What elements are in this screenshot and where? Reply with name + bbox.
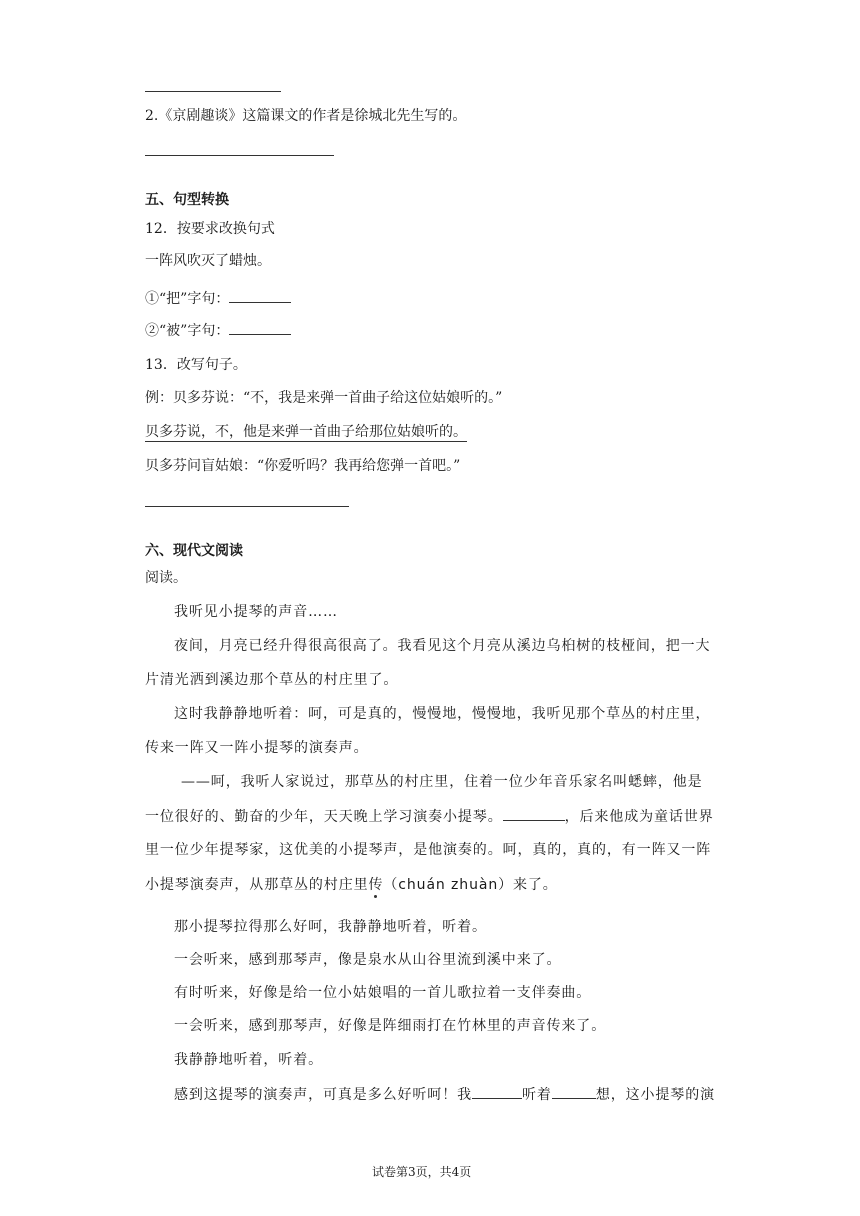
answer-line-q2 xyxy=(145,155,334,156)
example-answer-underlined: 贝多芬说，不，他是来弹一首曲子给那位姑娘听的。 xyxy=(145,424,467,440)
passage-blank-3[interactable] xyxy=(552,1084,596,1099)
dotted-character: 传 xyxy=(368,877,384,893)
question-13-example-answer xyxy=(145,422,467,442)
question-12-stem: 12．按要求改换句式 xyxy=(145,221,275,237)
passage-paragraph-3-line-2: 传来一阵又一阵小提琴的演奏声。 xyxy=(145,740,369,756)
reading-intro: 阅读。 xyxy=(145,570,187,586)
page-footer: 试卷第3页，共4页 xyxy=(372,1165,472,1179)
question-13-example: 例：贝多芬说：“不，我是来弹一首曲子给这位姑娘听的。” xyxy=(145,390,503,406)
passage-paragraph-4-line-2 xyxy=(145,806,714,827)
passage-blank-2[interactable] xyxy=(472,1084,522,1099)
passage-p10-part-c: 想，这小提琴的演 xyxy=(595,1087,716,1103)
answer-line-q1 xyxy=(145,91,281,92)
passage-paragraph-10 xyxy=(174,1084,715,1105)
question-13-prompt: 贝多芬问盲姑娘：“你爱听吗？我再给您弹一首吧。” xyxy=(145,458,461,474)
answer-line-q13 xyxy=(145,506,349,507)
question-2-text: 2.《京剧趣谈》这篇课文的作者是徐城北先生写的。 xyxy=(145,108,467,124)
ba-sentence-label: ①“把”字句： xyxy=(145,291,230,307)
passage-p4-l2-part-b: ，后来他成为童话世界 xyxy=(564,809,714,825)
passage-p4-l4-part-a: 小提琴演奏声，从那草丛的村庄里 xyxy=(145,877,369,893)
passage-paragraph-3-line-1: 这时我静静地听着：呵，可是真的，慢慢地，慢慢地，我听见那个草丛的村庄里， xyxy=(174,706,711,722)
passage-p4-l4-part-b: 来了。 xyxy=(513,877,558,893)
ba-sentence-item xyxy=(145,288,291,309)
passage-paragraph-2-line-1: 夜间，月亮已经升得很高很高了。我看见这个月亮从溪边乌桕树的枝桠间，把一大 xyxy=(174,638,711,654)
passage-paragraph-4-line-1: ——呵，我听人家说过，那草丛的村庄里，住着一位少年音乐家名叫蟋蟀，他是 xyxy=(181,774,703,790)
passage-paragraph-6: 一会听来，感到那琴声，像是泉水从山谷里流到溪中来了。 xyxy=(174,952,562,968)
section-5-title: 五、句型转换 xyxy=(145,192,229,208)
bei-sentence-item xyxy=(145,320,291,341)
bei-sentence-label: ②“被”字句： xyxy=(145,323,230,339)
passage-paragraph-8: 一会听来，感到那琴声，好像是阵细雨打在竹林里的声音传来了。 xyxy=(174,1018,607,1034)
ba-sentence-blank[interactable] xyxy=(229,288,291,303)
passage-paragraph-1: 我听见小提琴的声音…… xyxy=(174,604,338,620)
passage-paragraph-2-line-2: 片清光洒到溪边那个草丛的村庄里了。 xyxy=(145,672,399,688)
passage-paragraph-4-line-3: 里一位少年提琴家，这优美的小提琴声，是他演奏的。呵，真的，真的，有一阵又一阵 xyxy=(145,842,712,858)
passage-paragraph-7: 有时听来，好像是给一位小姑娘唱的一首儿歌拉着一支伴奏曲。 xyxy=(174,985,592,1001)
passage-paragraph-5: 那小提琴拉得那么好呵，我静静地听着，听着。 xyxy=(174,919,487,935)
passage-p10-part-a: 感到这提琴的演奏声，可真是多么好听呵！我 xyxy=(174,1087,472,1103)
passage-paragraph-4-line-4 xyxy=(145,875,558,895)
passage-p4-l2-part-a: 一位很好的、勤奋的少年，天天晚上学习演奏小提琴。 xyxy=(145,809,503,825)
passage-paragraph-9: 我静静地听着，听着。 xyxy=(174,1052,323,1068)
bei-sentence-blank[interactable] xyxy=(229,320,291,335)
pinyin-choice[interactable]: （chuán zhuàn） xyxy=(383,877,513,893)
passage-p10-part-b: 听着 xyxy=(522,1087,552,1103)
question-13-stem: 13．改写句子。 xyxy=(145,357,247,373)
section-6-title: 六、现代文阅读 xyxy=(145,543,243,559)
passage-blank-1[interactable] xyxy=(503,806,565,821)
question-12-sentence: 一阵风吹灭了蜡烛。 xyxy=(145,253,271,269)
